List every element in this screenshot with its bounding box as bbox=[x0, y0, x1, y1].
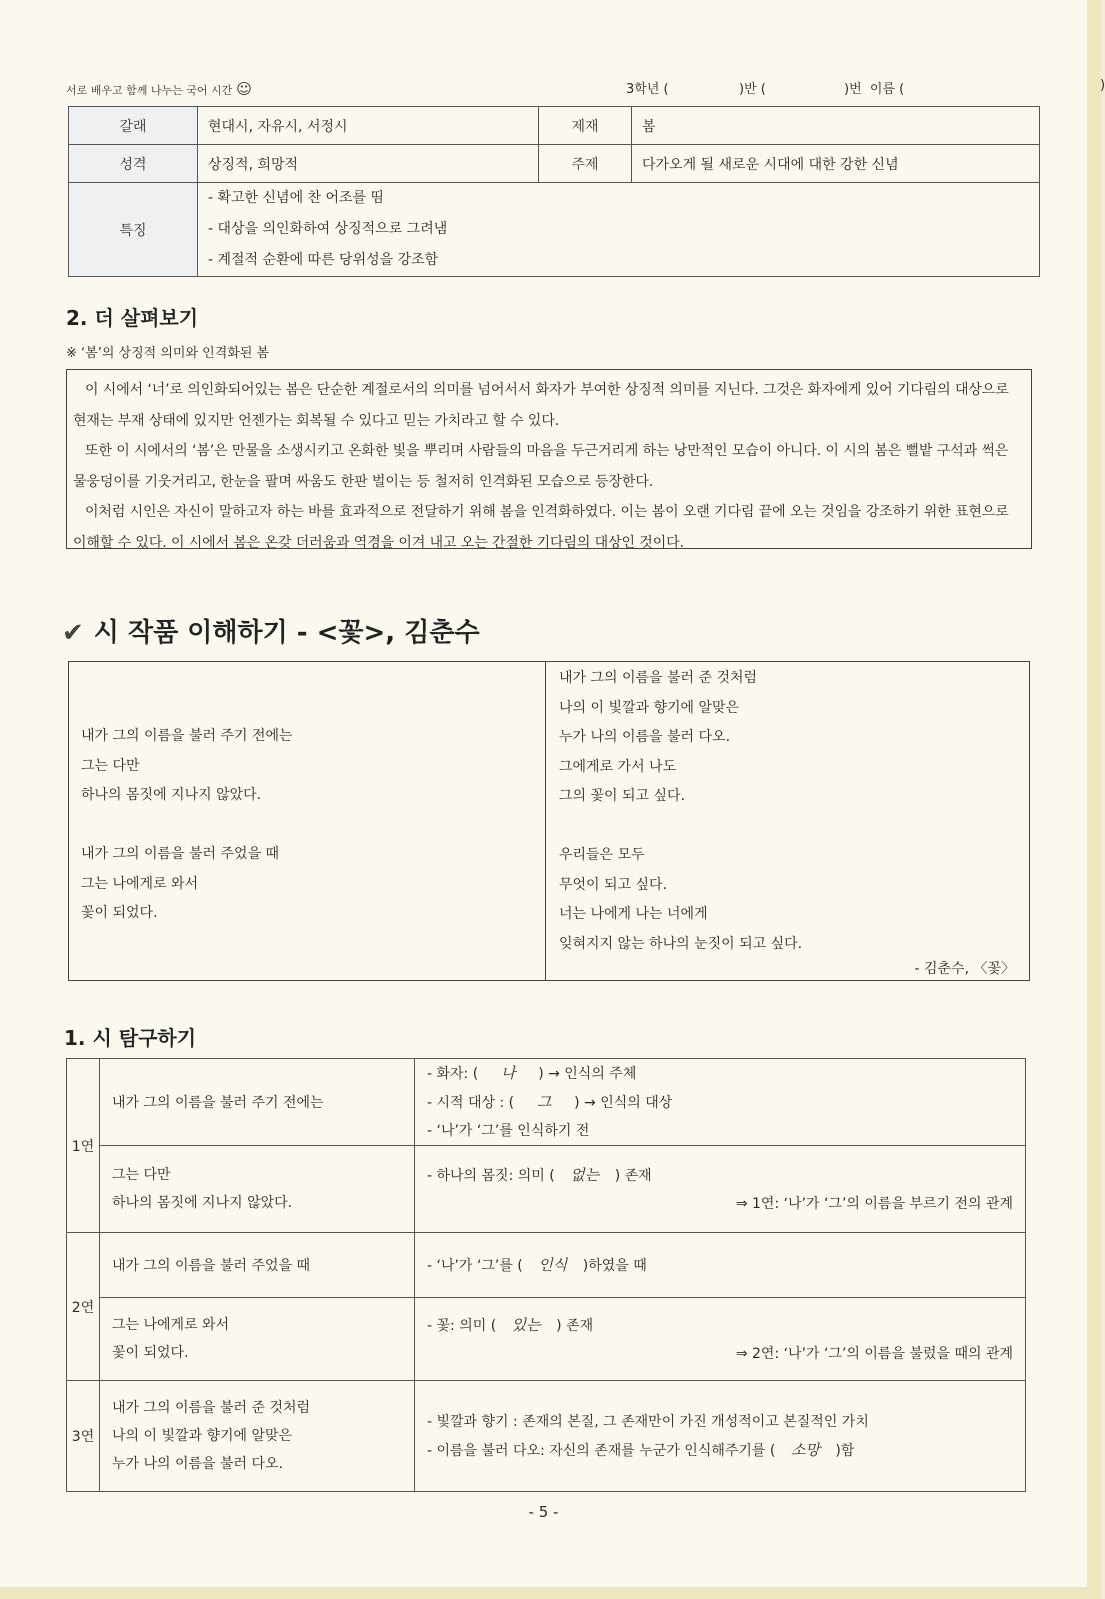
page-number: - 5 - bbox=[528, 1503, 559, 1521]
theme-value: 다가오게 될 새로운 시대에 대한 강한 신념 bbox=[632, 145, 1040, 183]
poem-line bbox=[559, 812, 802, 842]
analysis-cell: - 꽃: 의미 ( 있는 ) 존재 ⇒ 2연: ‘나’가 ‘그’의 이름을 불렀을 때의 관계 bbox=[415, 1298, 1026, 1381]
poem-line: 우리들은 모두 bbox=[559, 847, 645, 863]
name-close: ) bbox=[1100, 78, 1105, 93]
features-list bbox=[198, 183, 1040, 277]
poem-section-title: ✔ 시 작품 이해하기 - <꽃>, 김춘수 bbox=[62, 618, 480, 648]
poem-line: 너는 나에게 나는 너에게 bbox=[559, 906, 708, 922]
page-header bbox=[66, 78, 1105, 100]
poem-box bbox=[68, 661, 1030, 981]
poem-explore-table bbox=[66, 1058, 1026, 1492]
handwritten-answer: 나 bbox=[500, 1064, 516, 1082]
poem-info-table bbox=[68, 106, 1040, 277]
stanza-text: 내가 그의 이름을 불러 준 것처럼 나의 이 빛깔과 향기에 알맞은 누가 나의 이름을 불러 다오. bbox=[100, 1381, 415, 1492]
section-2-note: ※ ‘봄’의 상징적 의미와 인격화된 봄 bbox=[66, 346, 270, 361]
feature-item: - 대상을 의인화하여 상징적으로 그려냄 bbox=[208, 221, 448, 237]
explanation-box bbox=[66, 369, 1032, 549]
feature-item: - 계절적 순환에 따른 당위성을 강조함 bbox=[208, 252, 439, 268]
poem-line: 하나의 몸짓에 지나지 않았다. bbox=[81, 787, 262, 803]
handwritten-answer: 소망 bbox=[790, 1440, 820, 1459]
stanza-label: 2연 bbox=[67, 1233, 100, 1381]
material-value: 봄 bbox=[632, 107, 1040, 145]
stanza-text: 내가 그의 이름을 불러 주기 전에는 bbox=[100, 1059, 415, 1146]
handwritten-answer: 있는 bbox=[511, 1315, 541, 1334]
poem-line: 그의 꽃이 되고 싶다. bbox=[559, 788, 685, 804]
poem-line: 그는 다만 bbox=[81, 757, 140, 774]
analysis-cell: - 빛깔과 향기 : 존재의 본질, 그 존재만이 가진 개성적이고 본질적인 가치 - 이름을 불러 다오: 자신의 존재를 누군가 인식해주기를 ( 소망 )함 bbox=[415, 1381, 1026, 1492]
poem-line: 내가 그의 이름을 불러 준 것처럼 bbox=[559, 670, 758, 686]
theme-label: 주제 bbox=[539, 145, 632, 183]
section-1-title: 1. 시 탐구하기 bbox=[64, 1026, 197, 1050]
nature-value: 상징적, 희망적 bbox=[198, 145, 539, 183]
number-name-label: )번 이름 ( bbox=[844, 82, 905, 97]
explanation-paragraph: 이 시에서 ‘너’로 의인화되어있는 봄은 단순한 계절로서의 의미를 넘어서서 화자가 부여한 상징적 의미를 지닌다. 그것은 화자에게 있어 기다림의 대상으로 현재는 부재 상태에 있지만 언젠가는 회복될 수 있다고 믿는 가치라고 할 수 있다. bbox=[73, 382, 1009, 429]
poem-right-column bbox=[559, 664, 802, 959]
analysis-cell: - ‘나’가 ‘그’를 ( 인식 )하였을 때 bbox=[415, 1233, 1026, 1298]
grade-label: 3학년 ( bbox=[626, 82, 669, 97]
stanza-label: 3연 bbox=[67, 1381, 100, 1492]
handwritten-answer: 그 bbox=[536, 1093, 552, 1111]
poem-left-column bbox=[81, 722, 293, 929]
section-2-title: 2. 더 살펴보기 bbox=[66, 306, 199, 330]
poem-line: 그는 나에게로 와서 bbox=[81, 875, 199, 892]
poem-line: 무엇이 되고 싶다. bbox=[559, 876, 668, 893]
explanation-paragraph: 이처럼 시인은 자신이 말하고자 하는 바를 효과적으로 전달하기 위해 봄을 인격화하였다. 이는 봄이 오랜 기다림 끝에 오는 것임을 강조하기 위한 표현으로 이해할 수 있다. 이 시에서 봄은 온갖 더러움과 역경을 이겨 내고 오는 간절한 기다림의 대상인 것이다. bbox=[73, 504, 1009, 551]
poem-line: 잊혀지지 않는 하나의 눈짓이 되고 싶다. bbox=[559, 935, 803, 952]
analysis-cell: - 화자: ( 나 ) → 인식의 주체 - 시적 대상 : ( 그 ) → 인식의 대상 - ‘나’가 ‘그’를 인식하기 전 bbox=[415, 1059, 1026, 1146]
stanza-text: 내가 그의 이름을 불러 주었을 때 bbox=[100, 1233, 415, 1298]
poem-line: 내가 그의 이름을 불러 주었을 때 bbox=[81, 846, 280, 862]
genre-label: 갈래 bbox=[69, 107, 198, 145]
poem-divider bbox=[545, 662, 546, 980]
handwritten-answer: 없는 bbox=[570, 1165, 600, 1184]
stanza-text: 그는 나에게로 와서 꽃이 되었다. bbox=[100, 1298, 415, 1381]
stanza-label: 1연 bbox=[67, 1059, 100, 1233]
feature-item: - 확고한 신념에 찬 어조를 띰 bbox=[208, 190, 385, 206]
nature-label: 성격 bbox=[69, 145, 198, 183]
poem-line: 내가 그의 이름을 불러 주기 전에는 bbox=[81, 728, 293, 744]
analysis-cell: - 하나의 몸짓: 의미 ( 없는 ) 존재 ⇒ 1연: ‘나’가 ‘그’의 이름을 부르기 전의 관계 bbox=[415, 1146, 1026, 1233]
material-label: 제재 bbox=[539, 107, 632, 145]
features-label: 특징 bbox=[69, 183, 198, 277]
explanation-paragraph: 또한 이 시에서의 ‘봄’은 만물을 소생시키고 온화한 빛을 뿌리며 사람들의 마음을 두근거리게 하는 낭만적인 모습이 아니다. 이 시의 봄은 뻘밭 구석과 썩은 물웅덩이를 기웃거리고, 한눈을 팔며 싸움도 한판 벌이는 등 철저히 인격화된 모습으로 등장한다. bbox=[73, 443, 1009, 490]
handwritten-answer: 인식 bbox=[538, 1255, 568, 1274]
poem-line: 누가 나의 이름을 불러 다오. bbox=[559, 729, 731, 745]
poem-line bbox=[81, 811, 293, 841]
smile-icon: ☺ bbox=[236, 80, 252, 98]
header-motto: 서로 배우고 함께 나누는 국어 시간 ☺ bbox=[66, 80, 252, 98]
poem-line: 나의 이 빛깔과 향기에 알맞은 bbox=[559, 699, 740, 716]
genre-value: 현대시, 자유시, 서정시 bbox=[198, 107, 539, 145]
class-label: )반 ( bbox=[739, 82, 766, 97]
poem-line: 그에게로 가서 나도 bbox=[559, 758, 677, 775]
poem-line: 꽃이 되었다. bbox=[81, 905, 158, 921]
check-icon: ✔ bbox=[62, 618, 84, 648]
stanza-text: 그는 다만 하나의 몸짓에 지나지 않았다. bbox=[100, 1146, 415, 1233]
poem-attribution: - 김춘수, 〈꽃〉 bbox=[914, 961, 1015, 977]
